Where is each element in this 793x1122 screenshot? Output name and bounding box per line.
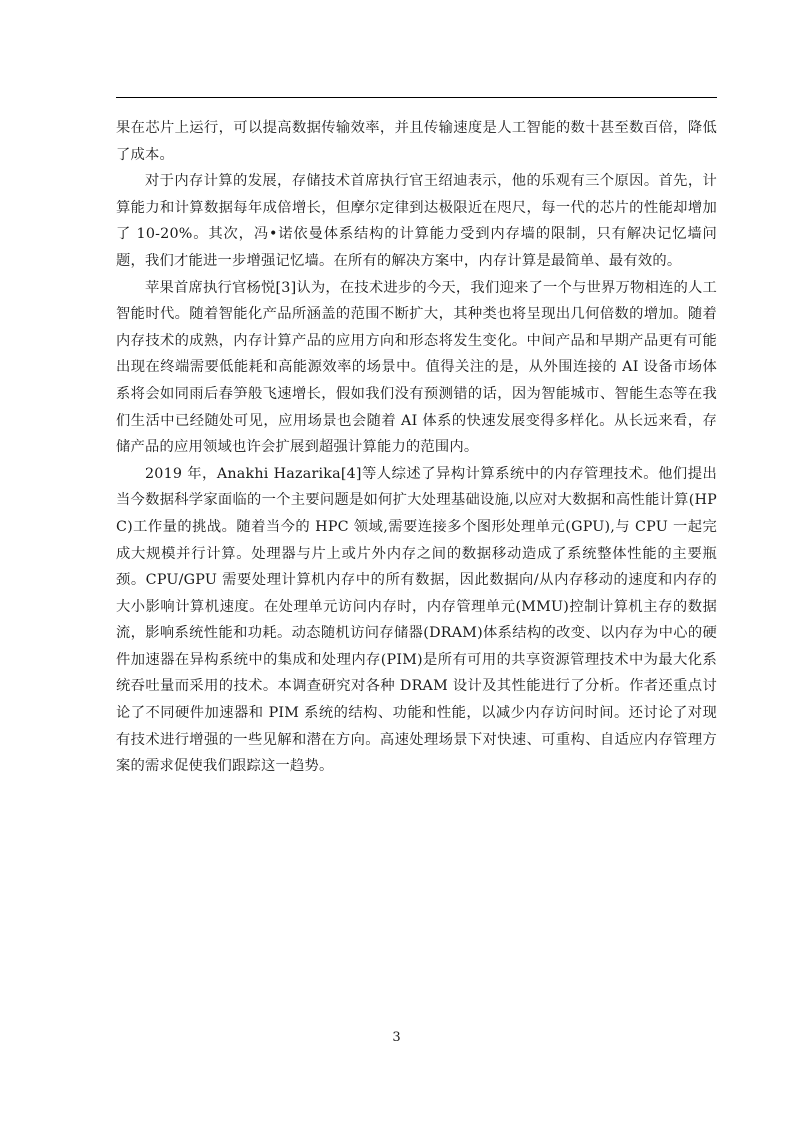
paragraph-ai-era: 苹果首席执行官杨悦[3]认为，在技术进步的今天，我们迎来了一个与世界万物相连的人工智能时代。随着智能化产品所涵盖的范围不断扩大，其种类也将呈现出几何倍数的增加。随着内存技术的成熟，内存计算产品的应用方向和形态将发生变化。中间产品和早期产品更有可能出现在终端需要低能耗和高能源效率的场景中。值得关注的是，从外围连接的 AI 设备市场体系将会如同雨后春笋般飞速增长，假如我们没有预测错的话，因为智能城市、智能生态等在我们生活中已经随处可见，应用场景也会随着 AI 体系的快速发展变得多样化。从长远来看，存储产品的应用领域也许会扩展到超强计算能力的范围内。 — [116, 279, 717, 456]
header-rule — [116, 97, 717, 98]
body-text — [116, 115, 717, 780]
paragraph-memory-computing-outlook: 对于内存计算的发展，存储技术首席执行官王绍迪表示，他的乐观有三个原因。首先，计算能力和计算数据每年成倍增长，但摩尔定律到达极限近在咫尺，每一代的芯片的性能却增加了 10-20%。其次，冯•诺依曼体系结构的计算能力受到内存墙的限制，只有解决记忆墙问题，我们才能进一步增强记忆墙。在所有的解决方案中，内存计算是最简单、最有效的。 — [116, 173, 717, 269]
paragraph-continuation: 果在芯片上运行，可以提高数据传输效率，并且传输速度是人工智能的数十甚至数百倍，降低了成本。 — [116, 120, 717, 163]
paragraph-heterogeneous-memory: 2019 年，Anakhi Hazarika[4]等人综述了异构计算系统中的内存管理技术。他们提出当今数据科学家面临的一个主要问题是如何扩大处理基础设施,以应对大数据和高性能计算(HPC)工作量的挑战。随着当今的 HPC 领域,需要连接多个图形处理单元(GPU),与 CPU 一起完成大规模并行计算。处理器与片上或片外内存之间的数据移动造成了系统整体性能的主要瓶颈。CPU/GPU 需要处理计算机内存中的所有数据，因此数据向/从内存移动的速度和内存的大小影响计算机速度。在处理单元访问内存时，内存管理单元(MMU)控制计算机主存的数据流，影响系统性能和功耗。动态随机访问存储器(DRAM)体系结构的改变、以内存为中心的硬件加速器在异构系统中的集成和处理内存(PIM)是所有可用的共享资源管理技术中为最大化系统吞吐量而采用的技术。本调查研究对各种 DRAM 设计及其性能进行了分析。作者还重点讨论了不同硬件加速器和 PIM 系统的结构、功能和性能，以减少内存访问时间。还讨论了对现有技术进行增强的一些见解和潜在方向。高速处理场景下对快速、可重构、自适应内存管理方案的需求促使我们跟踪这一趋势。 — [116, 465, 717, 775]
page-number: 3 — [392, 1030, 401, 1045]
